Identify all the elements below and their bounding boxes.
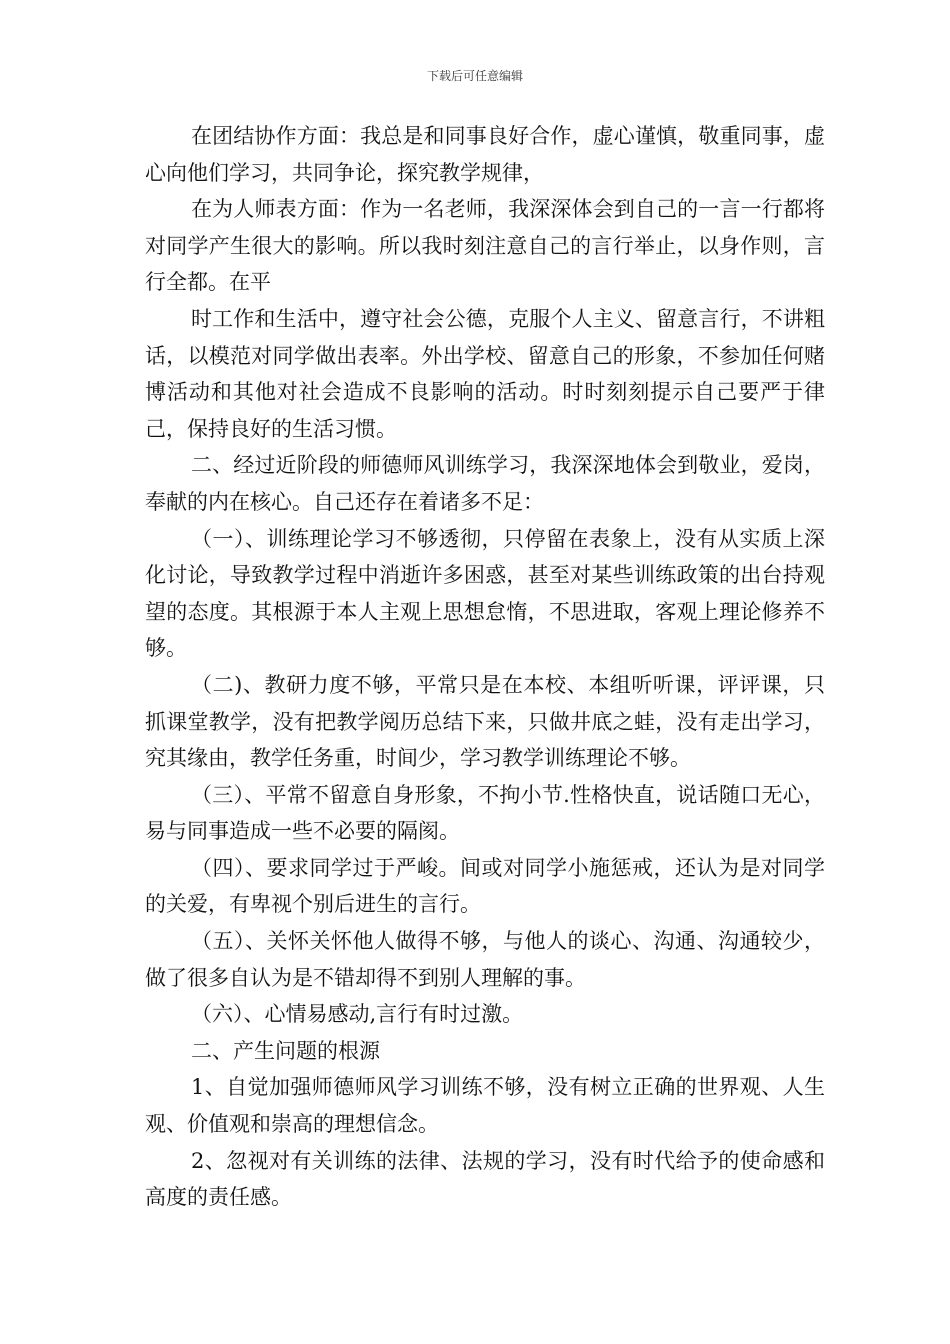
paragraph: 在为人师表方面：作为一名老师，我深深体会到自己的一言一行都将对同学产生很大的影响。所以我时刻注意自己的言行举止，以身作则，言行全都。在平 bbox=[145, 197, 825, 295]
paragraph: （二)、教研力度不够，平常只是在本校、本组听听课，评评课，只抓课堂教学，没有把教学阅历总结下来，只做井底之蛙，没有走出学习，究其缘由，教学任务重，时间少，学习教学训练理论不够。 bbox=[145, 672, 825, 771]
paragraph: （一）、训练理论学习不够透彻，只停留在表象上，没有从实质上深化讨论，导致教学过程中消逝许多困惑，甚至对某些训练政策的出台持观望的态度。其根源于本人主观上思想怠惰，不思进取，客观上理论修养不够。 bbox=[145, 526, 825, 661]
paragraph: 在团结协作方面：我总是和同事良好合作，虚心谨慎，敬重同事，虚心向他们学习，共同争论，探究教学规律， bbox=[145, 124, 825, 185]
paragraph: 时工作和生活中，遵守社会公德，克服个人主义、留意言行，不讲粗话，以模范对同学做出表率。外出学校、留意自己的形象，不参加任何赌博活动和其他对社会造成不良影响的活动。时时刻刻提示自己要严于律己，保持良好的生活习惯。 bbox=[145, 306, 825, 441]
section-heading: 二、产生问题的根源 bbox=[191, 1038, 380, 1063]
paragraph: 1、自觉加强师德师风学习训练不够，没有树立正确的世界观、人生观、价值观和崇高的理想信念。 bbox=[145, 1075, 825, 1137]
paragraph: （三）、平常不留意自身形象，不拘小节.性格快直，说话随口无心，易与同事造成一些不必要的隔阂。 bbox=[145, 782, 825, 844]
paragraph: 二、经过近阶段的师德师风训练学习，我深深地体会到敬业，爱岗，奉献的内在核心。自己还存在着诸多不足： bbox=[145, 453, 825, 514]
paragraph: （五）、关怀关怀他人做得不够，与他人的谈心、沟通、沟通较少，做了很多自认为是不错却得不到别人理解的事。 bbox=[145, 929, 825, 990]
paragraph: （六）、心情易感动,言行有时过激。 bbox=[191, 1002, 524, 1027]
header-note: 下载后可任意编辑 bbox=[426, 69, 523, 83]
paragraph: 2、忽视对有关训练的法律、法规的学习，没有时代给予的使命感和高度的责任感。 bbox=[145, 1148, 825, 1210]
document-body bbox=[145, 118, 825, 1216]
paragraph: （四）、要求同学过于严峻。间或对同学小施惩戒，还认为是对同学的关爱，有卑视个别后进生的言行。 bbox=[145, 855, 825, 917]
